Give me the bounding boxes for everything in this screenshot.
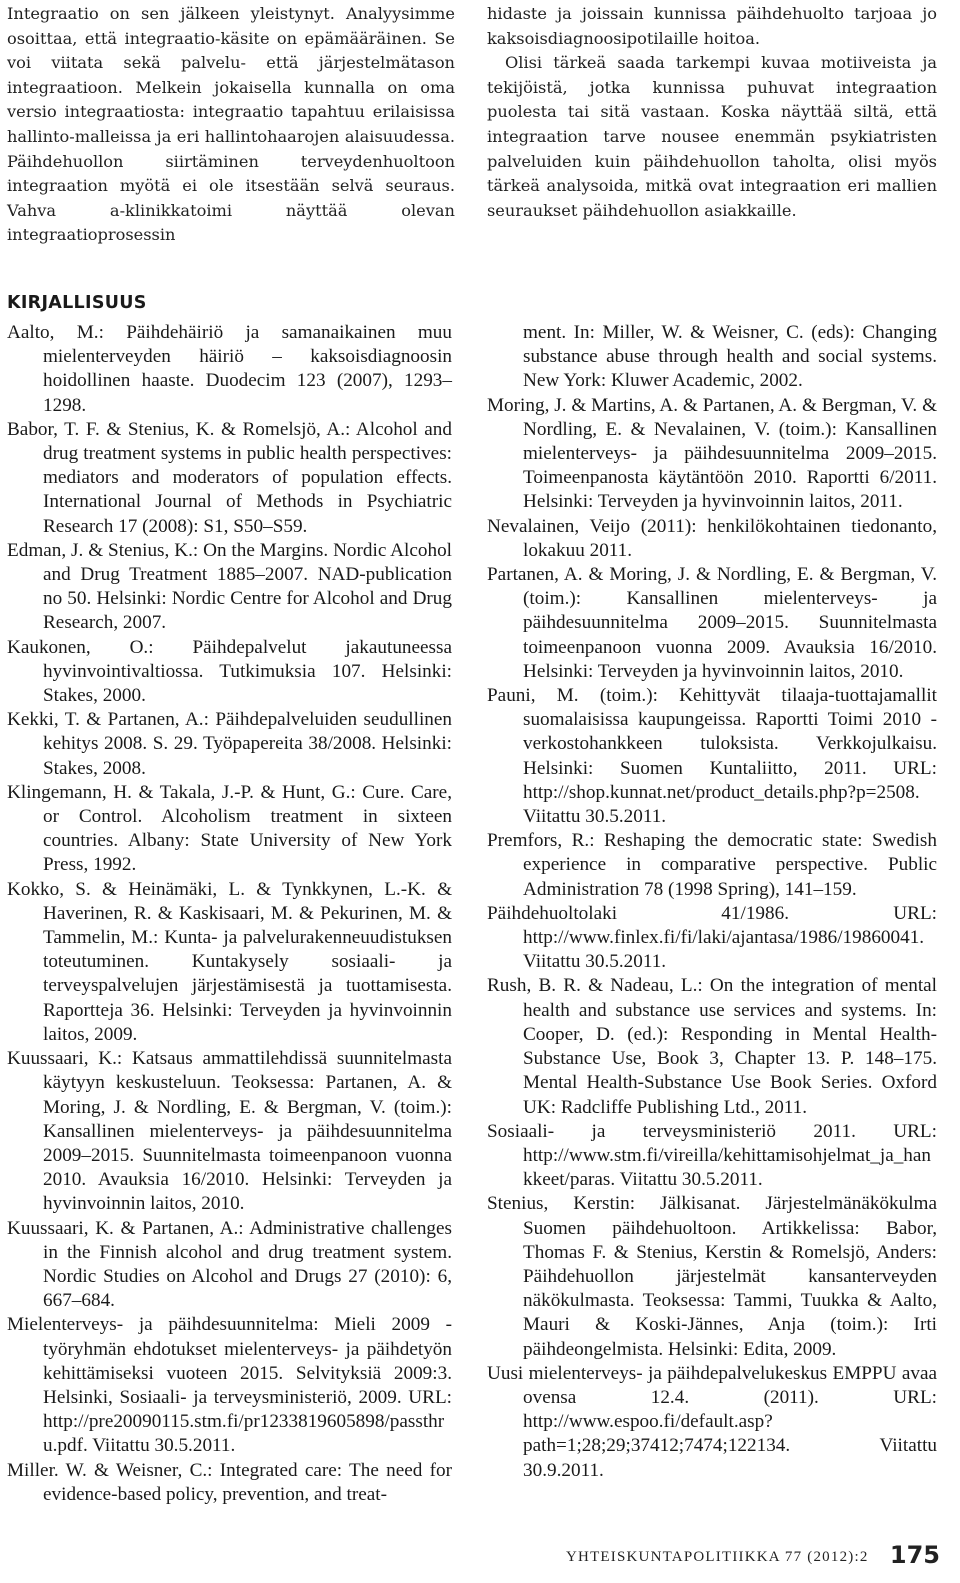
references-heading: KIRJALLISUUS (7, 293, 147, 313)
reference-entry: Edman, J. & Stenius, K.: On the Margins. Nordic Alcohol and Drug Treatment 1885–2007. NAD-publication no 50. Helsinki: Nordic Centre for Alcohol and Drug Research, 2007. (7, 539, 452, 634)
reference-entry: Kaukonen, O.: Päihdepalvelut jakautuneessa hyvinvointivaltiossa. Tutkimuksia 107. Helsinki: Stakes, 2000. (7, 636, 452, 707)
intro-left-column (7, 2, 455, 248)
reference-entry: Pauni, M. (toim.): Kehittyvät tilaaja-tuottajamallit suomalaisissa kaupungeissa. Raportti Toimi 2010 -verkostohankkeen tuloksista. Verkkojulkaisu. Helsinki: Suomen Kuntaliitto, 2011. URL: http://shop.kunnat.net/product_details.php?p=2508. Viitattu 30.5.2011. (487, 685, 937, 828)
reference-entry: Stenius, Kerstin: Jälkisanat. Järjestelmänäkökulma Suomen päihdehuoltoon. Artikkelissa: Babor, Thomas F. & Stenius, Kerstin & Romelsjö, Anders: Päihdehuollon järjestelmät kansanterveyden näkökulmasta. Teoksessa: Tammi, Tuukka & Aalto, Mauri & Koski-Jännes, Anja (toim.): Irti päihdeongelmista. Helsinki: Edita, 2009. (487, 1193, 937, 1360)
intro-paragraph: Olisi tärkeä saada tarkempi kuvaa motiiveista ja tekijöistä, jotka kunnissa puhuvat integraation puolesta tai sitä vastaan. Koska näyttää siltä, että integraation tarve nousee enemmän psykiatristen palveluiden kuin päihdehuollon taholta, olisi myös tärkeä analysoida, mitkä ovat integraation eri mallien seuraukset päihdehuollon asiakkaille. (487, 53, 937, 220)
reference-entry: Partanen, A. & Moring, J. & Nordling, E. & Bergman, V. (toim.): Kansallinen mielenterveys- ja päihdesuunnitelma 2009–2015. Suunnitelmasta toimeenpanoon vuonna 2009. Avauksia 16/2010. Helsinki: Terveyden ja hyvinvoinnin laitos, 2010. (487, 564, 937, 682)
reference-entry: Päihdehuoltolaki 41/1986. URL: http://www.finlex.fi/fi/laki/ajantasa/1986/19860041. Viitattu 30.5.2011. (487, 902, 937, 973)
reference-entry: Sosiaali- ja terveysministeriö 2011. URL: http://www.stm.fi/vireilla/kehittamisohjelmat_ja_hankkeet/paras. Viitattu 30.5.2011. (487, 1120, 937, 1191)
references-right-column (487, 321, 937, 1483)
reference-entry: Premfors, R.: Reshaping the democratic state: Swedish experience in comparative perspective. Public Administration 78 (1998 Spring), 141–159. (487, 830, 937, 900)
reference-entry: Miller. W. & Weisner, C.: Integrated care: The need for evidence-based policy, prevention, and treat- (7, 1459, 452, 1505)
reference-entry: Babor, T. F. & Stenius, K. & Romelsjö, A.: Alcohol and drug treatment systems in public health perspectives: mediators and moderators of population effects. International Journal of Methods in Psychiatric Research 17 (2008): S1, S50–S59. (7, 418, 452, 537)
intro-paragraph: Integraatio on sen jälkeen yleistynyt. Analyysimme osoittaa, että integraatio-käsite on epämääräinen. Se voi viitata sekä palvelu- että järjestelmätason integraatioon. Melkein jokaisella kunnalla on oma versio integraatiosta: integraatio tapahtuu erilaisissa hallinto-malleissa ja eri hallintohaarojen alaisuudessa. Päihdehuollon siirtäminen terveydenhuoltoon integraation myötä ei ole itsestään selvä seuraus. Vahva a-klinikkatoimi näyttää olevan integraatioprosessin (7, 4, 455, 245)
intro-right-column (487, 2, 937, 223)
page-footer (566, 1543, 940, 1573)
reference-entry: Kekki, T. & Partanen, A.: Päihdepalveluiden seudullinen kehitys 2008. S. 29. Työpapereita 38/2008. Helsinki: Stakes, 2008. (7, 709, 452, 779)
reference-entry: Kuussaari, K. & Partanen, A.: Administrative challenges in the Finnish alcohol and drug treatment system. Nordic Studies on Alcohol and Drugs 27 (2010): 6, 667–684. (7, 1217, 452, 1312)
reference-entry: Uusi mielenterveys- ja päihdepalvelukeskus EMPPU avaa ovensa 12.4. (2011). URL: http://www.espoo.fi/default.asp?path=1;28;29;37412;7474;122134. Viitattu 30.9.2011. (487, 1362, 937, 1481)
reference-entry: Aalto, M.: Päihdehäiriö ja samanaikainen muu mielenterveyden häiriö – kaksoisdiagnoosin hoidollinen haaste. Duodecim 123 (2007), 1293–1298. (7, 322, 452, 416)
reference-entry: Mielenterveys- ja päihdesuunnitelma: Mieli 2009 -työryhmän ehdotukset mielenterveys- ja päihdetyön kehittämiseksi vuoteen 2015. Selvityksiä 2009:3. Helsinki, Sosiaali- ja terveysministeriö, 2009. URL: http://pre20090115.stm.fi/pr1233819605898/passthru.pdf. Viitattu 30.5.2011. (7, 1314, 452, 1457)
references-left-column (7, 321, 452, 1507)
reference-entry: Moring, J. & Martins, A. & Partanen, A. & Bergman, V. & Nordling, E. & Nevalainen, V. (toim.): Kansallinen mielenterveys- ja päihdesuunnitelma 2009–2015. Toimeenpanosta käytäntöön 2010. Raportti 6/2011. Helsinki: Terveyden ja hyvinvoinnin laitos, 2011. (487, 394, 937, 513)
page-number: 175 (889, 1541, 940, 1569)
intro-paragraph: hidaste ja joissain kunnissa päihdehuolto tarjoaa jo kaksoisdiagnoosipotilaille hoitoa. (487, 4, 937, 48)
reference-entry: Kokko, S. & Heinämäki, L. & Tynkkynen, L.-K. & Haverinen, R. & Kaskisaari, M. & Pekurinen, M. & Tammelin, M.: Kunta- ja palvelurakenneuudistuksen toteutuminen. Kuntakysely sosiaali- ja terveyspalvelujen järjestämisestä ja tuottamisesta. Raportteja 36. Helsinki: Terveyden ja hyvinvoinnin laitos, 2009. (7, 878, 452, 1045)
reference-entry: Klingemann, H. & Takala, J.-P. & Hunt, G.: Cure. Care, or Control. Alcoholism treatment in sixteen countries. Albany: State University of New York Press, 1992. (7, 781, 452, 876)
journal-name: YHTEISKUNTAPOLITIIKKA 77 (2012):2 (566, 1549, 869, 1565)
reference-entry: Kuussaari, K.: Katsaus ammattilehdissä suunnitelmasta käytyyn keskusteluun. Teoksessa: Partanen, A. & Moring, J. & Nordling, E. & Bergman, V. (toim.): Kansallinen mielenterveys- ja päihdesuunnitelma 2009–2015. Suunnitelmasta toimeenpanoon vuonna 2010. Avauksia 16/2010. Helsinki: Terveyden ja hyvinvoinnin laitos, 2010. (7, 1048, 452, 1215)
reference-entry: Nevalainen, Veijo (2011): henkilökohtainen tiedonanto, lokakuu 2011. (487, 515, 937, 561)
reference-entry: Rush, B. R. & Nadeau, L.: On the integration of mental health and substance use services and systems. In: Cooper, D. (ed.): Responding in Mental Health-Substance Use, Book 3, Chapter 13. P. 148–175. Mental Health-Substance Use Book Series. Oxford UK: Radcliffe Publishing Ltd., 2011. (487, 975, 937, 1118)
reference-continuation: ment. In: Miller, W. & Weisner, C. (eds): Changing substance abuse through health and social systems. New York: Kluwer Academic, 2002. (523, 322, 937, 392)
